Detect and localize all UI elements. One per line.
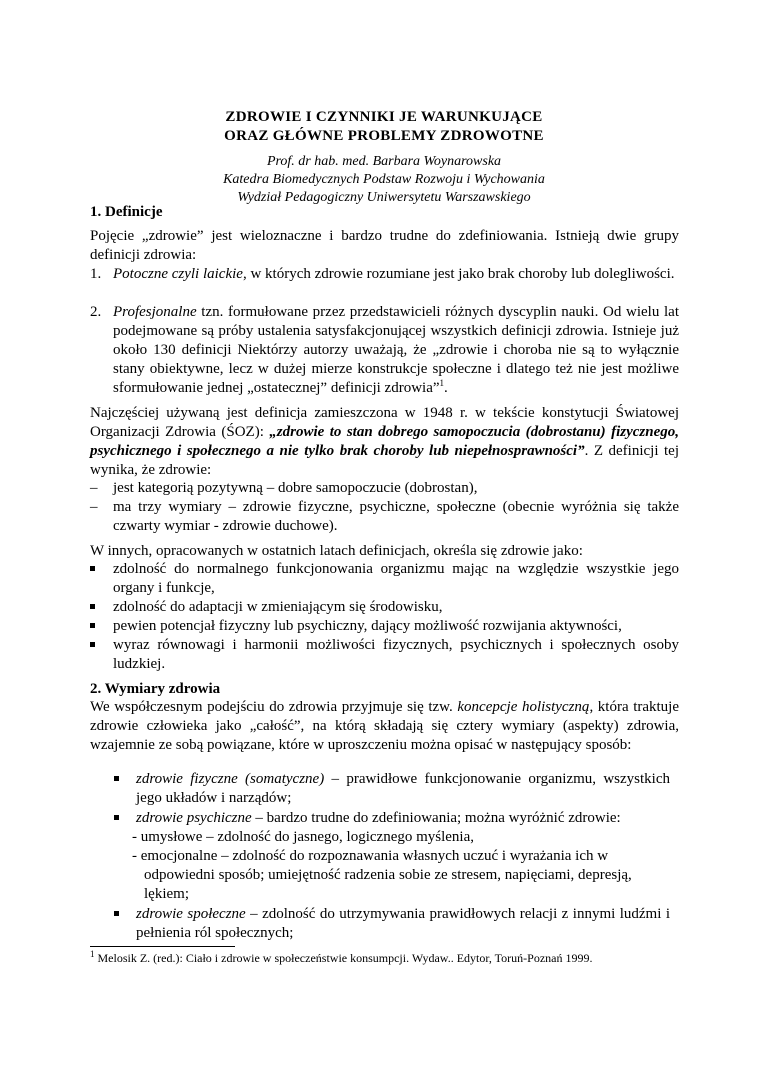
square-item-text: zdolność do normalnego funkcjonowania organizmu mając na względzie wszystkie jego organy i funkcje,	[113, 561, 679, 596]
section-2-intro	[90, 698, 679, 755]
who-quote: „zdrowie to stan dobrego samopoczucia (dobrostanu) fizycznego, psychicznego i społecznego a nie tylko brak choroby lub niepełnosprawności”	[90, 424, 679, 459]
other-definitions-intro: W innych, opracowanych w ostatnich latach definicjach, określa się zdrowie jako:	[90, 543, 583, 559]
section-2-heading: 2. Wymiary zdrowia	[90, 681, 221, 697]
intro-text-cont: , która traktuje zdrowie człowieka jako „całość”, na którą składają się cztery wymiary (aspekty) zdrowia, wzajemnie ze sobą powiązane, które w uproszczeniu można opisać w następujący sposób:	[90, 699, 680, 753]
intro-text: We współczesnym podejściu do zdrowia przyjmuje się tzw.	[90, 699, 458, 715]
square-list-item	[90, 617, 679, 636]
subtype-text: - umysłowe – zdolność do jasnego, logicznego myślenia,	[132, 829, 475, 845]
definition-item-1	[90, 265, 679, 284]
dimension-item-social	[114, 905, 670, 943]
square-bullet-icon	[90, 642, 95, 647]
item-text: tzn. formułowane przez przedstawicieli różnych dyscyplin nauki. Od wielu lat podejmowane są próby ustalenia satysfakcjonującej wszystkich definicji zdrowia. Istnieje już około 130 definicji Niektórzy autorzy uważają, że „zdrowie i choroba nie są to wyłącznie stany obiektywne, lecz w dużej mierze konstrukcje społeczne i dlatego też nie jest możliwe sformułowanie jednej „ostatecznej” definicji zdrowia”	[113, 304, 679, 396]
item-number: 1.	[90, 266, 102, 282]
dash-list-item	[90, 479, 679, 498]
author-faculty: Wydział Pedagogiczny Uniwersytetu Warszawskiego	[237, 190, 531, 205]
dimension-item-physical	[114, 770, 670, 808]
dash-item-text: jest kategorią pozytywną – dobre samopoczucie (dobrostan),	[113, 480, 478, 496]
mental-subtype-emotional	[132, 847, 672, 904]
square-item-text: pewien potencjał fizyczny lub psychiczny, dający możliwość rozwijania aktywności,	[113, 618, 622, 634]
square-bullet-icon	[114, 776, 119, 781]
subtype-text: - emocjonalne – zdolność do rozpoznawania własnych uczuć i wyrażania ich w	[132, 848, 609, 864]
item-end: .	[444, 380, 448, 396]
section-1-intro: Pojęcie „zdrowie” jest wieloznaczne i bardzo trudne do zdefiniowania. Istnieją dwie grupy definicji zdrowia:	[90, 228, 679, 263]
footnote	[90, 951, 679, 966]
mental-subtype-intellectual	[132, 828, 672, 847]
subtype-text-cont: odpowiedni sposób; umiejętność radzenia sobie ze stresem, napięciami, depresją,	[144, 867, 632, 883]
dash-marker: –	[90, 480, 98, 496]
dash-list-item	[90, 498, 679, 536]
square-list-item	[90, 598, 679, 617]
footnote-separator	[90, 946, 235, 947]
item-number: 2.	[90, 304, 102, 320]
subtype-text-cont: lękiem;	[144, 886, 189, 902]
footnote-number: 1	[90, 949, 95, 959]
item-text: , w których zdrowie rozumiane jest jako brak choroby lub dolegliwości.	[242, 266, 675, 282]
item-term: Profesjonalne	[113, 304, 197, 320]
author-department: Katedra Biomedycznych Podstaw Rozwoju i Wychowania	[223, 172, 545, 187]
section-1-heading: 1. Definicje	[90, 204, 163, 220]
dash-item-text: ma trzy wymiary – zdrowie fizyczne, psychiczne, społeczne (obecnie wyróżnia się także czwarty wymiar - zdrowie duchowe).	[113, 499, 679, 534]
title-line-1: ZDROWIE I CZYNNIKI JE WARUNKUJĄCE	[225, 109, 543, 125]
square-bullet-icon	[90, 604, 95, 609]
footnote-text: Melosik Z. (red.): Ciało i zdrowie w społeczeństwie konsumpcji. Wydaw.. Edytor, Toruń-Poznań 1999.	[94, 951, 593, 965]
definition-item-2	[90, 303, 679, 398]
who-definition-paragraph	[90, 404, 679, 480]
item-term: Potoczne czyli laickie	[113, 266, 243, 282]
square-bullet-icon	[90, 566, 95, 571]
who-after: . Z definicji tej wynika, że zdrowie:	[90, 443, 679, 478]
holistic-concept-term: koncepcje holistyczną	[457, 699, 590, 715]
square-bullet-icon	[114, 815, 119, 820]
square-item-text: zdolność do adaptacji w zmieniającym się środowisku,	[113, 599, 443, 615]
dimension-name: zdrowie społeczne	[136, 906, 246, 922]
dimension-name: zdrowie psychiczne	[136, 810, 252, 826]
square-list-item	[90, 636, 679, 674]
dimension-text: – zdolność do utrzymywania prawidłowych relacji z innymi ludźmi i pełnienia ról społecznych;	[136, 906, 670, 941]
square-list-item	[90, 560, 679, 598]
footnote-reference[interactable]: 1	[439, 378, 445, 388]
square-bullet-icon	[114, 911, 119, 916]
dimension-name: zdrowie fizyczne (somatyczne)	[136, 771, 325, 787]
square-bullet-icon	[90, 623, 95, 628]
author-name: Prof. dr hab. med. Barbara Woynarowska	[266, 154, 502, 169]
who-intro: Najczęściej używaną jest definicja zamieszczona w 1948 r. w tekście konstytucji Światowej Organizacji Zdrowia (ŚOZ):	[90, 405, 679, 440]
square-item-text: wyraz równowagi i harmonii możliwości fizycznych, psychicznych i społecznych osoby ludzkiej.	[113, 637, 679, 672]
dash-marker: –	[90, 499, 98, 515]
dimension-text: – bardzo trudne do zdefiniowania; można wyróżnić zdrowie:	[251, 810, 621, 826]
dimension-text: – prawidłowe funkcjonowanie organizmu, wszystkich jego układów i narządów;	[136, 771, 670, 806]
title-line-2: ORAZ GŁÓWNE PROBLEMY ZDROWOTNE	[224, 128, 544, 144]
dimension-item-mental	[114, 809, 670, 828]
